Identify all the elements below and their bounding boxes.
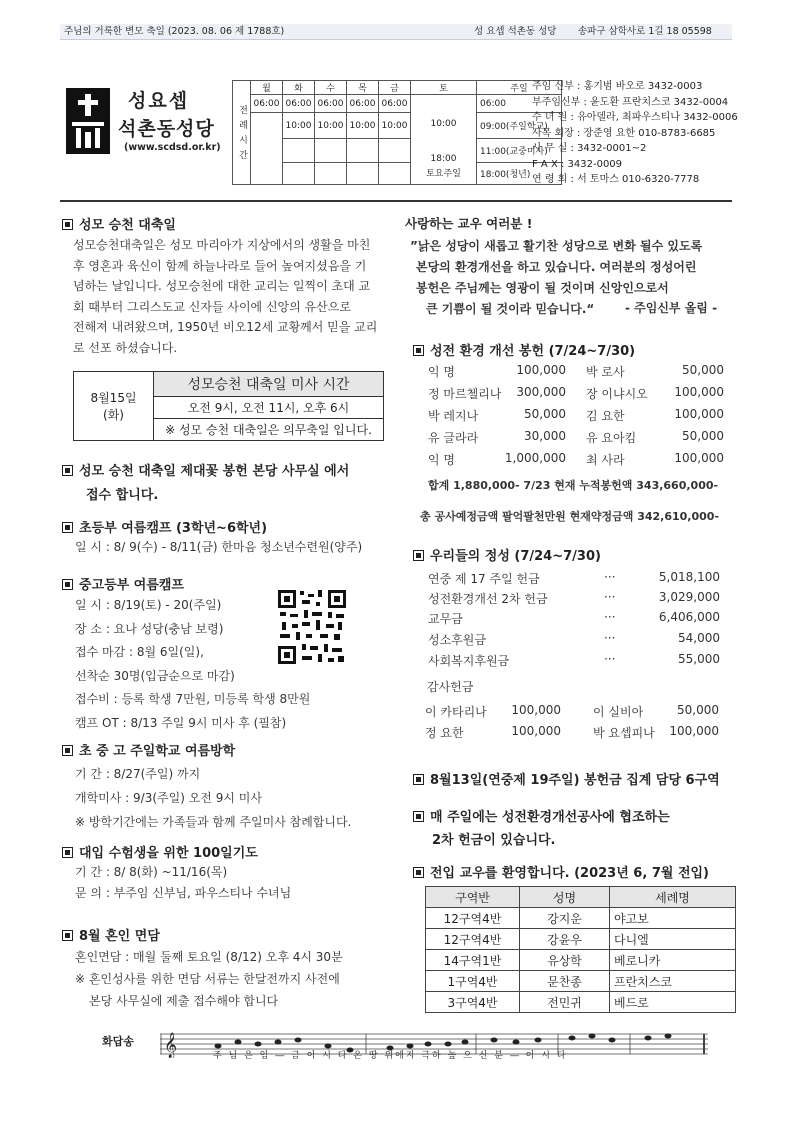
donation-summary: 총 공사예정금액 팔억팔천만원 현재약정금액 342,610,000- [420, 510, 720, 523]
donor-name: 박 요셉피나 [593, 726, 655, 740]
contact-line: F A X : 3432-0009 [532, 158, 623, 170]
donor-amount: 50,000 [677, 703, 719, 717]
mass-times: 오전 9시, 오전 11시, 오후 6시 [154, 397, 384, 419]
donor-amount: 300,000 [516, 385, 566, 399]
psalm-lyrics: 주 님 은 임 ― 금 이 시 다 온 땅 위에지 극하 높 으 신 분 ― 이 시 다 [213, 1051, 568, 1061]
svg-text:𝄞: 𝄞 [164, 1033, 178, 1058]
time-cell: 06:00 [315, 95, 347, 113]
marriage-body: 혼인면담 : 매월 둘째 토요일 (8/12) 오후 4시 30분 ※ 혼인성사를 위한 면담 서류는 한달전까지 사전에 본당 사무실에 제출 접수해야 합니다 [75, 950, 343, 1008]
section-title-welcome: 전입 교우를 환영합니다. (2023년 6, 7월 전입) [413, 862, 709, 881]
table-row: 14구역1반 유상학 베로니카 [426, 950, 736, 971]
offering-amount: 3,029,000 [658, 590, 720, 604]
table-row: 1구역4반 문찬종 프란치스코 [426, 971, 736, 992]
offering-dots: ··· [604, 631, 616, 645]
header-divider [60, 200, 732, 202]
donor-amount: 30,000 [524, 429, 566, 443]
assumption-body: 성모승천대축일은 성모 마리아가 지상에서의 생활을 마친 후 영혼과 육신이 함께 하늘나라로 들어 높여지셨음을 기 념하는 날입니다. 성모승천에 대한 교리는 일찍이 초대 교 회 때부터 그리스도교 신자들 사이에 신앙의 유산으로 전해져 내려왔으며, 1950년 비오12세 교황께서 믿을 교리 로 선포 하셨습니다. [73, 238, 378, 355]
square-bullet-icon [62, 579, 73, 590]
exam-prayer-body: 기 간 : 8/ 8(화) ~11/16(목) 문 의 : 부주임 신부님, 파우스티나 수녀님 [75, 865, 292, 900]
summer-break-body: 기 간 : 8/27(주일) 까지 개학미사 : 9/3(주일) 오전 9시 미사 ※ 방학기간에는 가족들과 함께 주일미사 참례합니다. [75, 767, 352, 829]
donor-amount: 50,000 [682, 429, 724, 443]
liturgy-schedule-table [232, 80, 562, 185]
donor-name: 김 요한 [586, 409, 625, 423]
offering-label: 교무금 [428, 612, 463, 626]
time-cell: 18:00(청년) [477, 163, 562, 185]
pastor-letter: ”낡은 성당이 새롭고 활기찬 성당으로 변화 될수 있도록 본당의 환경개선을 하고 있습니다. 여러분의 정성어린 봉헌은 주님께는 영광이 될 것이며 신앙인으로서 큰 기쁨이 될 것이라 믿습니다.“ [410, 239, 703, 316]
website-url[interactable]: (www.scdsd.or.kr) [124, 142, 221, 153]
mass-date: 8월15일(화) [74, 372, 154, 441]
time-cell: 06:00 [347, 95, 379, 113]
column-header: 성명 [520, 887, 610, 908]
new-parishioners-table [425, 886, 736, 1013]
offering-dots: ··· [604, 652, 616, 666]
square-bullet-icon [413, 774, 424, 785]
donor-amount: 100,000 [511, 703, 561, 717]
square-bullet-icon [62, 847, 73, 858]
table-row: 3구역4반 전민귀 베드로 [426, 992, 736, 1013]
time-cell: 10:00 [315, 113, 347, 139]
offering-label: 성소후원금 [428, 633, 486, 647]
time-cell: 06:00 [251, 95, 283, 113]
donor-amount: 100,000 [674, 407, 724, 421]
section-title-offerings: 우리들의 정성 (7/24~7/30) [413, 545, 601, 564]
donor-name: 정 요한 [425, 726, 464, 740]
table-row: 12구역4반 강윤우 다니엘 [426, 929, 736, 950]
header-bar [60, 24, 732, 40]
section-title-elementary-camp: 초등부 여름캠프 (3학년~6학년) [62, 517, 267, 536]
offering-label: 연중 제 17 주일 헌금 [428, 572, 540, 586]
issue-info: 주님의 거룩한 변모 축일 (2023. 08. 06 제 1788호) [64, 26, 285, 37]
brand-line1: 성요셉 [128, 90, 190, 112]
column-header: 구역반 [426, 887, 520, 908]
psalm-label: 화답송 [102, 1035, 134, 1048]
parish-name-small: 성 요셉 석촌동 성당 [474, 26, 557, 37]
donor-amount: 50,000 [682, 363, 724, 377]
parish-address: 송파구 삼학사로 1길 18 05598 [578, 26, 712, 37]
contact-line: 주임 신부 : 홍기범 바오로 3432-0003 [532, 81, 703, 92]
square-bullet-icon [62, 219, 73, 230]
offering-dots: ··· [604, 590, 616, 604]
donor-name: 이 카타리나 [425, 705, 487, 719]
contact-line: 연 령 회 : 서 토마스 010-6320-7778 [532, 174, 700, 185]
offering-dots: ··· [604, 570, 616, 584]
section-title-summer-break: 초 중 고 주일학교 여름방학 [62, 740, 235, 759]
contact-line: 수 녀 원 : 유아델라, 최파우스티나 3432-0006 [532, 112, 738, 123]
contact-line: 부주임신부 : 윤도환 프란치스코 3432-0004 [532, 96, 729, 108]
schedule-side-label: 전례시간 [233, 81, 251, 185]
mass-heading: 성모승천 대축일 미사 시간 [154, 372, 384, 397]
offering-amount: 54,000 [678, 631, 720, 645]
time-cell: 11:00(교중미사) [477, 139, 562, 163]
offering-amount: 6,406,000 [658, 610, 720, 624]
donor-amount: 100,000 [669, 724, 719, 738]
column-header: 세례명 [610, 887, 736, 908]
time-cell: 09:00(주일학교) [477, 113, 562, 139]
offering-amount: 5,018,100 [658, 570, 720, 584]
notice-second-collection: 매 주일에는 성전환경개선공사에 협조하는 [413, 806, 670, 825]
contact-line: 사목 회장 : 장준영 요한 010-8783-6685 [532, 127, 716, 139]
contact-line: 사 무 실 : 3432-0001~2 [532, 143, 647, 154]
offering-dots: ··· [604, 610, 616, 624]
day-header: 금 [379, 81, 411, 95]
youth-camp-body: 일 시 : 8/19(토) - 20(주일) 장 소 : 요나 성당(충남 보령) 접수 마감 : 8월 6일(일), 선착순 30명(입금순으로 마감) 접수비 : 등록 학생 7만원, 미등록 학생 8만원 캠프 OT : 8/13 주일 9시 미사 후 (필참) [75, 598, 311, 730]
time-cell: 06:00 [477, 95, 562, 113]
donor-amount: 50,000 [524, 407, 566, 421]
day-header: 토 [411, 81, 477, 95]
thanks-label: 감사헌금 [427, 680, 474, 694]
section-title-assumption: 성모 승천 대축일 [62, 214, 176, 233]
donor-name: 익 명 [428, 453, 455, 467]
donor-name: 이 실비아 [593, 705, 644, 719]
section-title-donations: 성전 환경 개선 봉헌 (7/24~7/30) [413, 340, 635, 359]
donor-amount: 100,000 [511, 724, 561, 738]
donor-amount: 100,000 [516, 363, 566, 377]
section-title-altar-flowers-2: 접수 합니다. [86, 488, 159, 503]
contacts-list [532, 79, 738, 188]
time-cell: 10:00 [283, 113, 315, 139]
donation-total: 합계 1,880,000- 7/23 현재 누적봉헌액 343,660,000- [428, 479, 719, 492]
section-title-altar-flowers: 성모 승천 대축일 제대꽃 봉헌 본당 사무실 에서 [62, 460, 349, 479]
square-bullet-icon [62, 745, 73, 756]
donor-name: 익 명 [428, 365, 455, 379]
offering-label: 사회복지후원금 [428, 654, 510, 668]
square-bullet-icon [62, 930, 73, 941]
section-title-youth-camp: 중고등부 여름캠프 [62, 574, 184, 593]
section-title-exam-prayer: 대입 수험생을 위한 100일기도 [62, 842, 258, 861]
time-cell: 10:00 [347, 113, 379, 139]
donor-name: 박 로사 [586, 365, 625, 379]
square-bullet-icon [413, 811, 424, 822]
pastor-signature: - 주임신부 올림 - [625, 301, 718, 315]
notice-collection-duty: 8월13일(연중제 19주일) 봉헌금 집계 담당 6구역 [413, 769, 720, 788]
saturday-column: 10:00 18:00 토요주일 [411, 95, 477, 185]
donor-name: 정 마르첼리나 [428, 387, 502, 401]
time-cell: 06:00 [283, 95, 315, 113]
mass-note: ※ 성모 승천 대축일은 의무축일 입니다. [154, 419, 384, 441]
day-header: 주일 [477, 81, 562, 95]
donor-amount: 100,000 [674, 385, 724, 399]
donor-name: 최 사라 [586, 453, 625, 467]
donor-amount: 1,000,000 [504, 451, 566, 465]
donor-name: 박 레지나 [428, 409, 479, 423]
church-logo-icon [66, 88, 110, 154]
day-header: 목 [347, 81, 379, 95]
table-row: 12구역4반 강지운 야고보 [426, 908, 736, 929]
square-bullet-icon [413, 345, 424, 356]
offering-amount: 55,000 [678, 652, 720, 666]
qr-code-icon[interactable] [276, 588, 348, 666]
day-header: 수 [315, 81, 347, 95]
square-bullet-icon [413, 867, 424, 878]
offering-label: 성전환경개선 2차 헌금 [428, 592, 548, 606]
donor-name: 장 이냐시오 [586, 387, 648, 401]
assumption-mass-table [73, 371, 384, 441]
square-bullet-icon [62, 465, 73, 476]
donor-amount: 100,000 [674, 451, 724, 465]
elementary-camp-body: 일 시 : 8/ 9(수) - 8/11(금) 한마음 청소년수련원(양주) [75, 540, 363, 554]
square-bullet-icon [413, 550, 424, 561]
donor-name: 유 요아킴 [586, 431, 637, 445]
greeting: 사랑하는 교우 여러분 ! [405, 216, 533, 231]
day-header: 월 [251, 81, 283, 95]
time-cell: 06:00 [379, 95, 411, 113]
donor-name: 유 글라라 [428, 431, 479, 445]
brand-line2: 석촌동성당 [118, 118, 215, 140]
square-bullet-icon [62, 522, 73, 533]
day-header: 화 [283, 81, 315, 95]
notice-second-collection-2: 2차 헌금이 있습니다. [432, 833, 556, 848]
section-title-marriage: 8월 혼인 면담 [62, 925, 160, 944]
time-cell: 10:00 [379, 113, 411, 139]
